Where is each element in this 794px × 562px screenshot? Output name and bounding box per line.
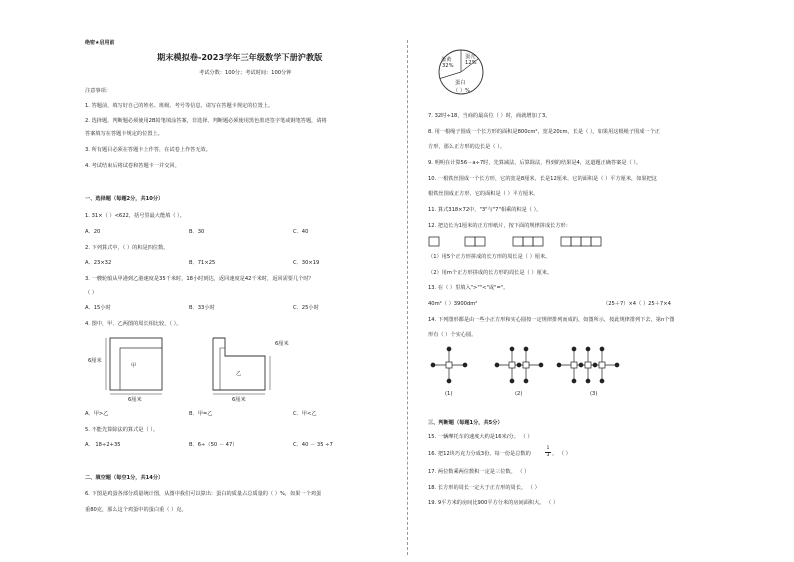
q4-dim-jia-width: 6厘米 bbox=[128, 397, 142, 403]
pie-label-yolk: 蛋黄 bbox=[441, 57, 452, 63]
section-judge: 三、判断题（每题1分，共5分） bbox=[428, 420, 503, 426]
q3-paren: （ ） bbox=[85, 290, 98, 296]
q4-dim-yi-width: 6厘米 bbox=[232, 397, 246, 403]
q5-option-c: C．40 － 35 ÷7 bbox=[293, 442, 333, 448]
q1-text: 1. 31×（ ）<622，括号里最大能填（ ）。 bbox=[85, 213, 185, 219]
q14-line1: 14. 下列图形都是由一些小正方形和实心圆按一定规律排列而成的，如图所示，按此规律排列下去，第n个图 bbox=[428, 317, 675, 323]
q4-dim-yi-height: 6厘米 bbox=[275, 341, 289, 347]
q4-label-jia: 甲 bbox=[131, 363, 137, 369]
q13-left: 40m²（ ）3900dm² bbox=[428, 301, 478, 307]
pie-label-shell: 蛋壳 bbox=[465, 54, 476, 60]
q16-fraction-numerator: 1 bbox=[546, 446, 550, 451]
q17-text: 17. 两位数乘两位数积一定是三位数。 （ ） bbox=[428, 469, 530, 475]
egg-pie-chart bbox=[428, 44, 498, 104]
q2-option-c: C．30×19 bbox=[293, 260, 320, 266]
q4-text: 4. 图中，甲、乙两图的周长相比较，（ ）。 bbox=[85, 321, 182, 327]
q15-text: 15. 一辆摩托车的速度大约是16米/分。 （ ） bbox=[428, 434, 533, 440]
fold-line bbox=[407, 40, 408, 555]
q2-option-b: B．71×25 bbox=[189, 260, 216, 266]
page-title: 期末模拟卷-2023学年三年级数学下册沪教版 bbox=[157, 52, 323, 62]
q10-line1: 10. 一根铁丝围成一个长方形，它的宽是8厘米，长是12厘米，它的面积是（ ）平方厘米，如果把这 bbox=[428, 176, 657, 182]
q14-figure-2-label: (2) bbox=[515, 391, 523, 397]
pie-label-white: 蛋白 bbox=[455, 80, 466, 86]
q3-option-c: C．25小时 bbox=[293, 305, 319, 311]
q14-figure-3-label: (3) bbox=[590, 391, 598, 397]
q3-option-a: A．15小时 bbox=[85, 305, 111, 311]
dot-pattern-figures bbox=[425, 345, 625, 390]
q1-option-c: C．40 bbox=[293, 229, 309, 235]
q12-part1: （1）用5个正方形拼成的长方形的周长是（ ）厘米。 bbox=[428, 254, 551, 260]
q2-option-a: A．23×32 bbox=[85, 260, 112, 266]
q5-option-b: B．6÷（50 － 47） bbox=[189, 442, 238, 448]
q4-dim-jia-height: 6厘米 bbox=[88, 358, 102, 364]
note-4: 4. 考试结束后将试卷和答题卡一并交回。 bbox=[85, 163, 180, 169]
q4-option-c: C．甲<乙 bbox=[293, 411, 317, 417]
secret-label: 绝密★启用前 bbox=[85, 40, 115, 46]
q13-right: （25＋7）×4（ ）25＋7×4 bbox=[603, 301, 671, 307]
square-pattern bbox=[428, 236, 608, 248]
pie-pct-shell: 12% bbox=[465, 60, 477, 66]
q3-text: 3. 一艘轮船从甲港到乙港速度是35千米时，18小时到达，返回速度是42千米时，返回需要几个时？ bbox=[85, 276, 314, 282]
q8-line1: 8. 用一根绳子围成一个长方形的面积是800cm²，宽是20cm，长是（ ）。如果用这根绳子围成一个正 bbox=[428, 129, 660, 135]
q19-text: 19. 9平方米的房间比900平方分米的房间面积大。 （ ） bbox=[428, 500, 559, 506]
q3-option-b: B．33小时 bbox=[189, 305, 215, 311]
q14-figure-1-label: (1) bbox=[445, 391, 453, 397]
q10-line2: 根铁丝围成正方形，它的面积是（ ）平方厘米。 bbox=[428, 191, 539, 197]
exam-info: 考试分数：100分；考试时间：100分钟 bbox=[199, 70, 292, 76]
q1-option-b: B．30 bbox=[189, 229, 205, 235]
q13-text: 13. 在（ ）里填入">""<"或"="。 bbox=[428, 285, 509, 291]
section-choice: 一、选择题（每题2分，共10分） bbox=[85, 196, 164, 202]
q6-line2: 重80克，那么这个鸡蛋中的蛋白重（ ）克。 bbox=[85, 507, 187, 513]
q4-option-a: A．甲>乙 bbox=[85, 411, 109, 417]
q12-text: 12. 把边长为1厘米的正方形纸片，按下面的规律拼成长方形： bbox=[428, 223, 571, 229]
q9-text: 9. 明明在计算56－a÷7时，先算减法，后算除法，得到的结果是4，这道题正确答案是（ ）。 bbox=[428, 160, 642, 166]
q18-text: 18. 长方形的周长一定大于正方形的周长。 （ ） bbox=[428, 485, 540, 491]
q2-text: 2. 下列算式中，（ ）的积是四位数。 bbox=[85, 245, 169, 251]
section-fill: 二、填空题（每空1分，共14分） bbox=[85, 475, 164, 481]
q4-option-b: B．甲=乙 bbox=[189, 411, 213, 417]
q8-line2: 方形，那么正方形的边长是（ ）。 bbox=[428, 144, 505, 150]
pie-pct-yolk: 32% bbox=[442, 63, 454, 69]
q11-text: 11. 算式318×72中，"3"与"7"相乘的积是（ ）。 bbox=[428, 207, 542, 213]
q12-part2: （2）用m个正方形拼成的长方形的周长是（ ）厘米。 bbox=[428, 270, 553, 276]
q5-option-a: A． 18÷2+35 bbox=[85, 442, 121, 448]
q16-text-pre: 16. 把12块巧克力分成3份，每一份是总数的 bbox=[428, 451, 531, 457]
note-2b: 答案填写在答题卡规定的位置上。 bbox=[85, 131, 163, 137]
q7-text: 7. 32时÷18，当商的最高位（ ）时，商就增加了3。 bbox=[428, 113, 551, 119]
q16-fraction-denominator: 3 bbox=[546, 453, 550, 458]
q4-label-yi: 乙 bbox=[236, 371, 242, 377]
note-1: 1. 答题前，填写好自己的姓名、班级、考号等信息，请写在答题卡规定的位置上。 bbox=[85, 103, 274, 109]
pie-pct-white: （ ）% bbox=[453, 88, 470, 94]
q1-option-a: A．20 bbox=[85, 229, 101, 235]
q16-text-post: 。 （ ） bbox=[552, 451, 571, 457]
note-3: 3. 所有题目必须在答题卡上作答，在试卷上作答无效。 bbox=[85, 147, 211, 153]
q14-line2: 形有（ ）个实心圆。 bbox=[428, 332, 477, 338]
note-2: 2. 选择题、判断题必须使用2B铅笔填涂答案，非选择、判断题必须使用黑色墨迹签字笔或钢笔答题，请将 bbox=[85, 118, 327, 124]
notes-heading: 注意事项： bbox=[85, 88, 111, 94]
q6-line1: 6. 下图是鸡蛋各部分质量统计图，从图中我们可以算出：蛋白的质量占总质量的（ ）%，如果一个鸡蛋 bbox=[85, 491, 322, 497]
q5-text: 5. 不能先算除法的算式是（ ）。 bbox=[85, 427, 159, 433]
